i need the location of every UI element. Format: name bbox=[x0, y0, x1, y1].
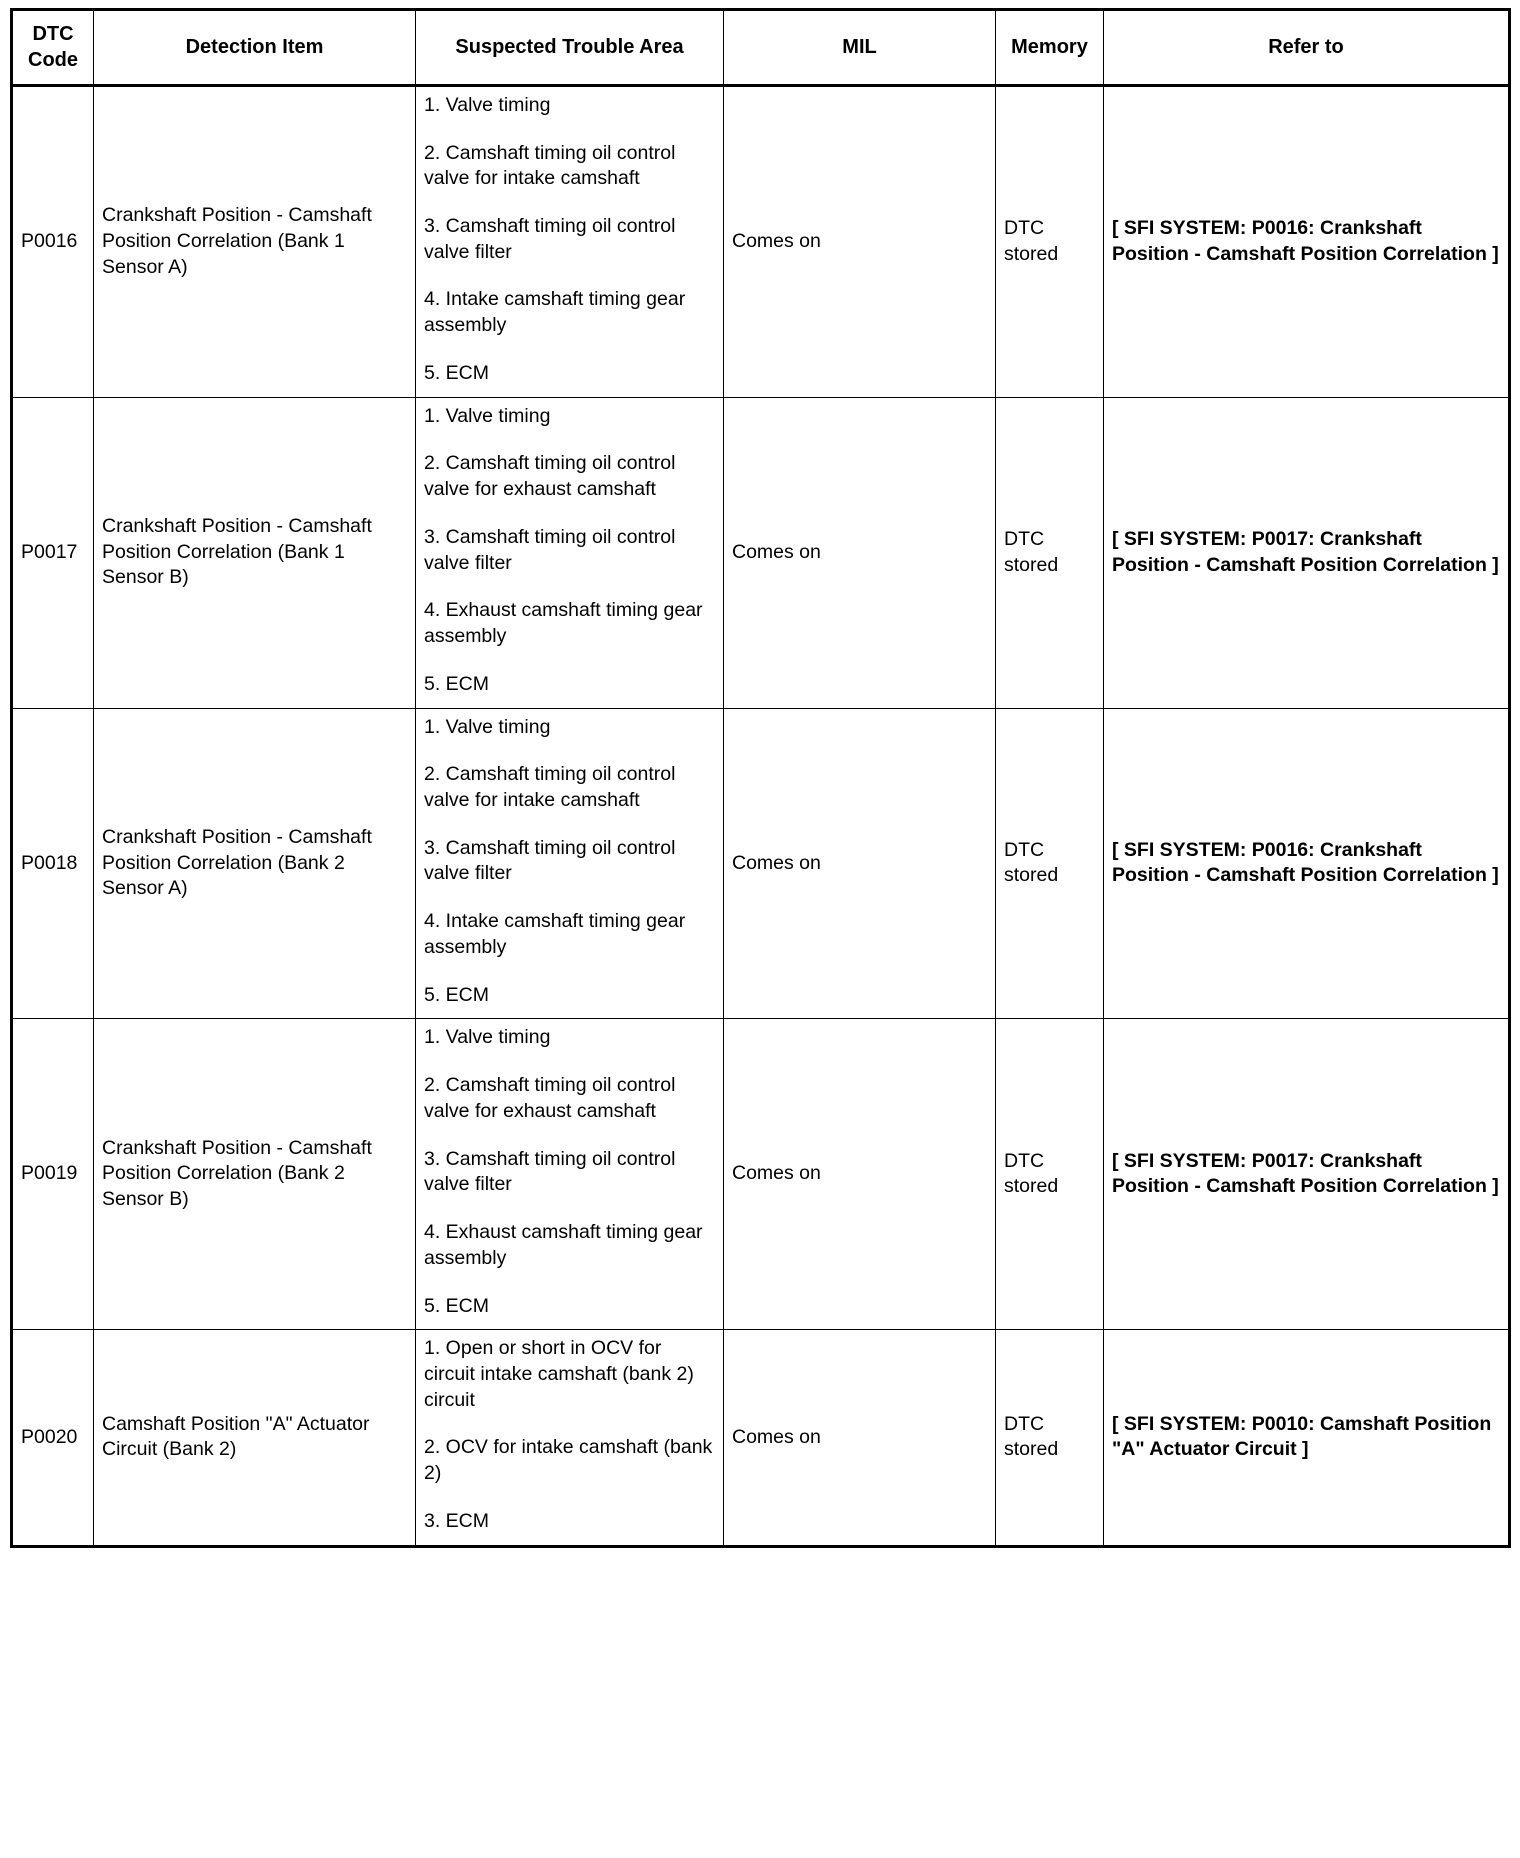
table-row bbox=[12, 1019, 1510, 1330]
cell-dtc-code: P0018 bbox=[12, 708, 94, 1019]
column-header-dtc-code bbox=[12, 10, 94, 86]
cell-trouble-area bbox=[416, 85, 724, 397]
trouble-item: 3. Camshaft timing oil control valve filter bbox=[424, 525, 676, 574]
cell-detection-item: Crankshaft Position - Camshaft Position Correlation (Bank 1 Sensor B) bbox=[94, 397, 416, 708]
table-row bbox=[12, 1330, 1510, 1546]
cell-trouble-area bbox=[416, 1330, 724, 1546]
trouble-item: 2. OCV for intake camshaft (bank 2) bbox=[424, 1436, 713, 1485]
cell-trouble-area bbox=[416, 708, 724, 1019]
cell-memory: DTC stored bbox=[996, 397, 1104, 708]
table-row bbox=[12, 85, 1510, 397]
trouble-item: 5. ECM bbox=[424, 672, 490, 695]
cell-mil: Comes on bbox=[724, 1019, 996, 1330]
table-header bbox=[12, 10, 1510, 86]
cell-memory: DTC stored bbox=[996, 85, 1104, 397]
cell-dtc-code: P0020 bbox=[12, 1330, 94, 1546]
cell-detection-item: Crankshaft Position - Camshaft Position Correlation (Bank 2 Sensor A) bbox=[94, 708, 416, 1019]
trouble-item: 4. Intake camshaft timing gear assembly bbox=[424, 910, 686, 958]
column-header-mil: MIL bbox=[724, 10, 996, 86]
trouble-item: 3. Camshaft timing oil control valve filter bbox=[424, 1147, 676, 1196]
column-header-detection-item: Detection Item bbox=[94, 10, 416, 86]
cell-memory: DTC stored bbox=[996, 708, 1104, 1019]
trouble-item: 4. Exhaust camshaft timing gear assembly bbox=[424, 1221, 703, 1269]
trouble-item: 4. Exhaust camshaft timing gear assembly bbox=[424, 599, 703, 648]
trouble-item: 2. Camshaft timing oil control valve for intake camshaft bbox=[424, 763, 676, 811]
trouble-item: 1. Valve timing bbox=[424, 404, 551, 427]
column-header-dtc-code-line2: Code bbox=[28, 49, 78, 72]
trouble-item: 5. ECM bbox=[424, 1294, 490, 1317]
cell-refer-to: [ SFI SYSTEM: P0017: Crankshaft Position - Camshaft Position Correlation ] bbox=[1104, 397, 1510, 708]
trouble-item: 1. Valve timing bbox=[424, 93, 551, 116]
cell-mil: Comes on bbox=[724, 397, 996, 708]
cell-trouble-area bbox=[416, 1019, 724, 1330]
column-header-refer-to: Refer to bbox=[1104, 10, 1510, 86]
cell-mil: Comes on bbox=[724, 85, 996, 397]
column-header-dtc-code-line1: DTC bbox=[32, 23, 74, 45]
cell-dtc-code: P0019 bbox=[12, 1019, 94, 1330]
cell-refer-to: [ SFI SYSTEM: P0016: Crankshaft Position - Camshaft Position Correlation ] bbox=[1104, 85, 1510, 397]
table-row bbox=[12, 708, 1510, 1019]
table-body bbox=[12, 85, 1510, 1546]
cell-trouble-area bbox=[416, 397, 724, 708]
cell-refer-to: [ SFI SYSTEM: P0010: Camshaft Position "A" Actuator Circuit ] bbox=[1104, 1330, 1510, 1546]
trouble-item: 5. ECM bbox=[424, 983, 490, 1006]
cell-dtc-code: P0017 bbox=[12, 397, 94, 708]
cell-detection-item: Crankshaft Position - Camshaft Position Correlation (Bank 2 Sensor B) bbox=[94, 1019, 416, 1330]
cell-refer-to: [ SFI SYSTEM: P0017: Crankshaft Position - Camshaft Position Correlation ] bbox=[1104, 1019, 1510, 1330]
cell-mil: Comes on bbox=[724, 1330, 996, 1546]
trouble-item: 3. Camshaft timing oil control valve filter bbox=[424, 836, 676, 885]
table-row bbox=[12, 397, 1510, 708]
cell-memory: DTC stored bbox=[996, 1019, 1104, 1330]
dtc-table bbox=[10, 8, 1511, 1548]
trouble-item: 2. Camshaft timing oil control valve for exhaust camshaft bbox=[424, 452, 676, 501]
trouble-item: 1. Open or short in OCV for circuit intake camshaft (bank 2) circuit bbox=[424, 1337, 694, 1411]
cell-memory: DTC stored bbox=[996, 1330, 1104, 1546]
trouble-item: 2. Camshaft timing oil control valve for exhaust camshaft bbox=[424, 1074, 676, 1122]
trouble-item: 2. Camshaft timing oil control valve for intake camshaft bbox=[424, 141, 676, 190]
cell-dtc-code: P0016 bbox=[12, 85, 94, 397]
trouble-item: 1. Valve timing bbox=[424, 1026, 551, 1049]
table-header-row bbox=[12, 10, 1510, 86]
column-header-suspected-trouble-area: Suspected Trouble Area bbox=[416, 10, 724, 86]
trouble-item: 4. Intake camshaft timing gear assembly bbox=[424, 288, 686, 337]
column-header-memory: Memory bbox=[996, 10, 1104, 86]
cell-detection-item: Camshaft Position "A" Actuator Circuit (Bank 2) bbox=[94, 1330, 416, 1546]
cell-refer-to: [ SFI SYSTEM: P0016: Crankshaft Position - Camshaft Position Correlation ] bbox=[1104, 708, 1510, 1019]
cell-detection-item: Crankshaft Position - Camshaft Position Correlation (Bank 1 Sensor A) bbox=[94, 85, 416, 397]
trouble-item: 3. ECM bbox=[424, 1509, 490, 1532]
trouble-item: 3. Camshaft timing oil control valve filter bbox=[424, 214, 676, 263]
cell-mil: Comes on bbox=[724, 708, 996, 1019]
trouble-item: 5. ECM bbox=[424, 361, 490, 384]
trouble-item: 1. Valve timing bbox=[424, 715, 551, 738]
